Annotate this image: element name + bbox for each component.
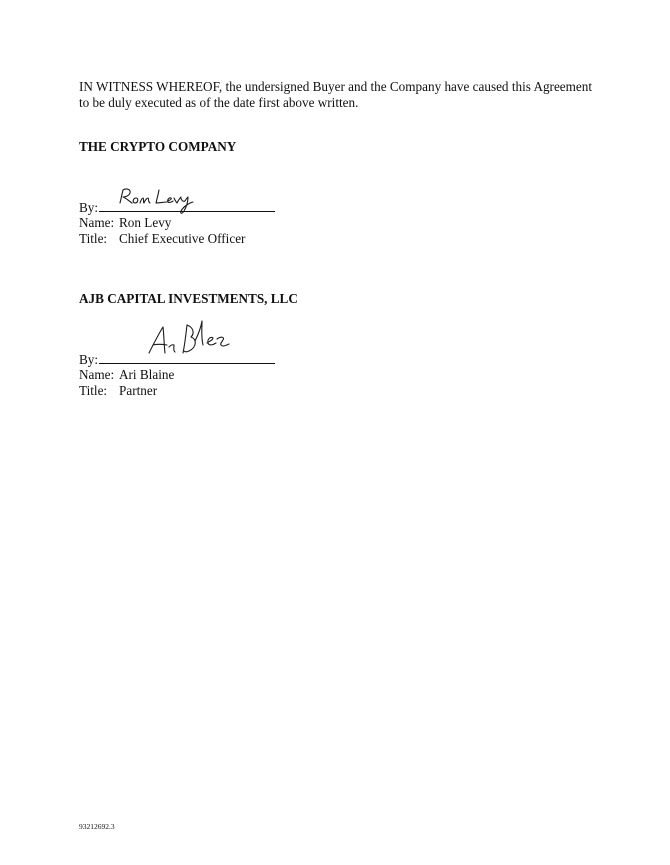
party1-name-value: Ron Levy — [119, 215, 172, 230]
party1-name-line — [79, 215, 275, 231]
party2-title-value: Partner — [119, 383, 158, 398]
party1-by-label: By: — [79, 200, 99, 215]
party1-signature-block — [79, 199, 275, 247]
party2-title-line — [79, 383, 275, 399]
party1-heading: THE CRYPTO COMPANY — [79, 139, 237, 154]
party2-title-label: Title: — [79, 383, 108, 398]
party2-name-label: Name: — [79, 367, 115, 382]
witness-paragraph: IN WITNESS WHEREOF, the undersigned Buyer and the Company have caused this Agreement to be duly executed as of the date first above written. — [79, 79, 593, 110]
party1-signature-line — [99, 199, 275, 212]
party1-title-value: Chief Executive Officer — [119, 231, 246, 246]
party2-signature-image — [147, 315, 237, 361]
document-id-footer: 93212692.3 — [79, 822, 115, 831]
party2-by-label: By: — [79, 352, 99, 367]
party1-title-label: Title: — [79, 231, 108, 246]
party2-signature-line — [99, 351, 275, 364]
party2-name-line — [79, 367, 275, 383]
party2-heading: AJB CAPITAL INVESTMENTS, LLC — [79, 291, 298, 306]
party2-by-line — [79, 351, 275, 367]
party1-signature-image — [117, 187, 207, 215]
party2-signature-block — [79, 351, 275, 399]
party1-by-line — [79, 199, 275, 215]
party1-name-label: Name: — [79, 215, 115, 230]
party2-name-value: Ari Blaine — [119, 367, 175, 382]
party1-title-line — [79, 231, 275, 247]
